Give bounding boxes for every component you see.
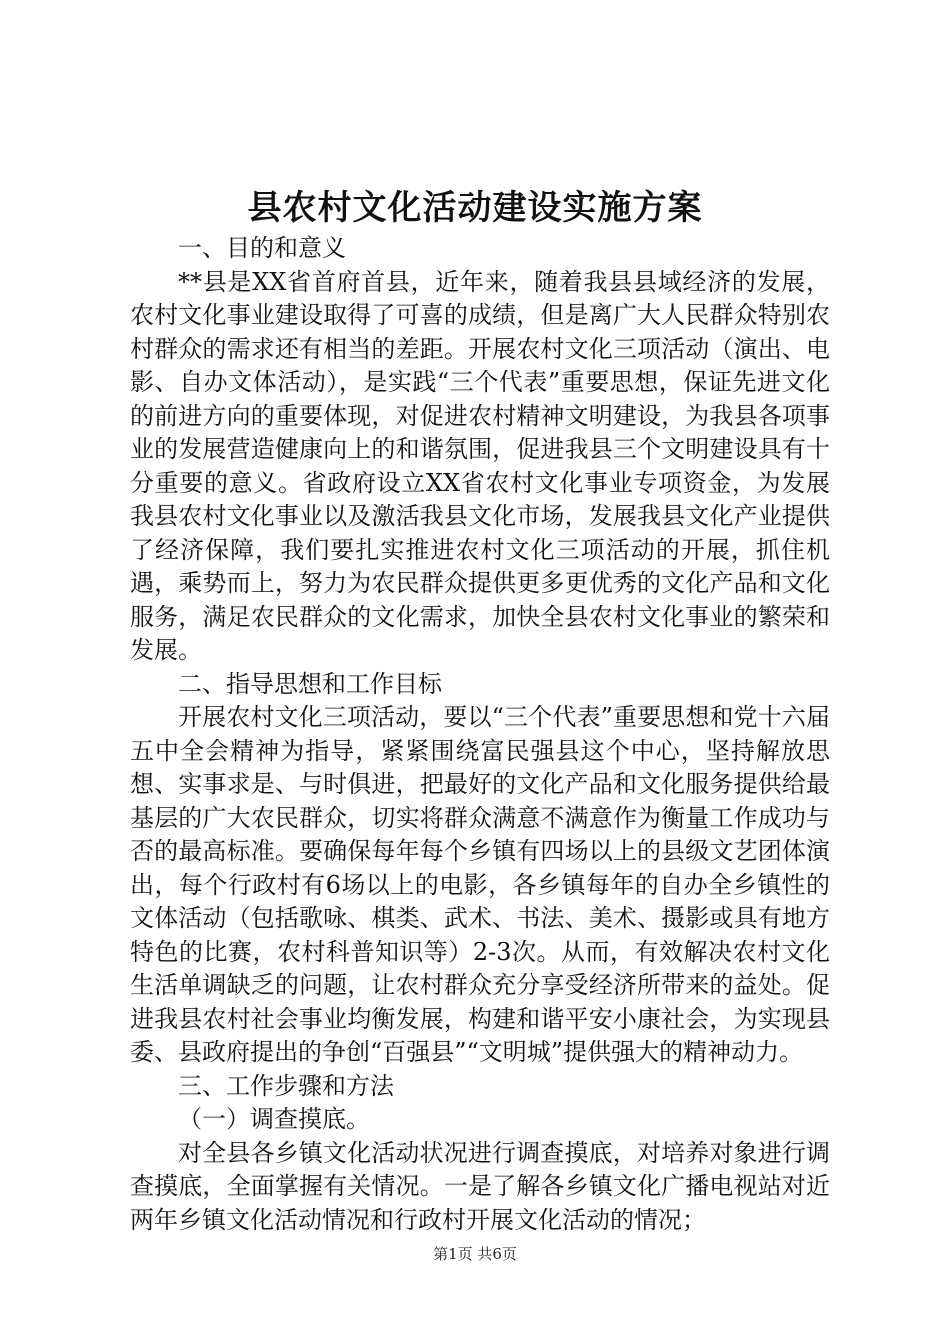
section-heading-1: 一、目的和意义 xyxy=(178,234,346,262)
paragraph-guiding-ideology: 开展农村文化三项活动，要以“三个代表”重要思想和党十六届五中全会精神为指导，紧紧围绕富民强县这个中心，坚持解放思想、实事求是、与时俱进，把最好的文化产品和文化服务提供给最基层的广大农民群众，切实将群众满意不满意作为衡量工作成功与否的最高标准。要确保每年每个乡镇有四场以上的县级文艺团体演出，每个行政村有6场以上的电影，各乡镇每年的自办全乡镇性的文体活动（包括歌咏、棋类、武术、书法、美术、摄影或具有地方特色的比赛，农村科普知识等）2-3次。从而，有效解决农村文化生活单调缺乏的问题，让农村群众充分享受经济所带来的益处。促进我县农村社会事业均衡发展，构建和谐平安小康社会，为实现县委、县政府提出的争创“百强县”“文明城”提供强大的精神动力。 xyxy=(130,703,830,1066)
paragraph-purpose: **县是XX省首府首县，近年来，随着我县县域经济的发展，农村文化事业建设取得了可喜的成绩，但是离广大人民群众特别农村群众的需求还有相当的差距。开展农村文化三项活动（演出、电影、自办文体活动），是实践“三个代表”重要思想，保证先进文化的前进方向的重要体现，对促进农村精神文明建设，为我县各项事业的发展营造健康向上的和谐氛围，促进我县三个文明建设具有十分重要的意义。省政府设立XX省农村文化事业专项资金，为发展我县农村文化事业以及激活我县文化市场，发展我县文化产业提供了经济保障，我们要扎实推进农村文化三项活动的开展，抓住机遇，乘势而上，努力为农民群众提供更多更优秀的文化产品和文化服务，满足农民群众的文化需求，加快全县农村文化事业的繁荣和发展。 xyxy=(130,267,830,664)
document-body xyxy=(130,232,830,1237)
section-heading-2: 二、指导思想和工作目标 xyxy=(178,669,442,698)
subsection-heading-1: （一）调查摸底。 xyxy=(178,1105,370,1133)
section-heading-3: 三、工作步骤和方法 xyxy=(178,1071,394,1100)
document-title: 县农村文化活动建设实施方案 xyxy=(247,188,703,228)
paragraph-survey: 对全县各乡镇文化活动状况进行调查摸底，对培养对象进行调查摸底，全面掌握有关情况。一是了解各乡镇文化广播电视站对近两年乡镇文化活动情况和行政村开展文化活动的情况； xyxy=(130,1138,830,1234)
page-number-footer: 第1页 共6页 xyxy=(433,1245,517,1263)
